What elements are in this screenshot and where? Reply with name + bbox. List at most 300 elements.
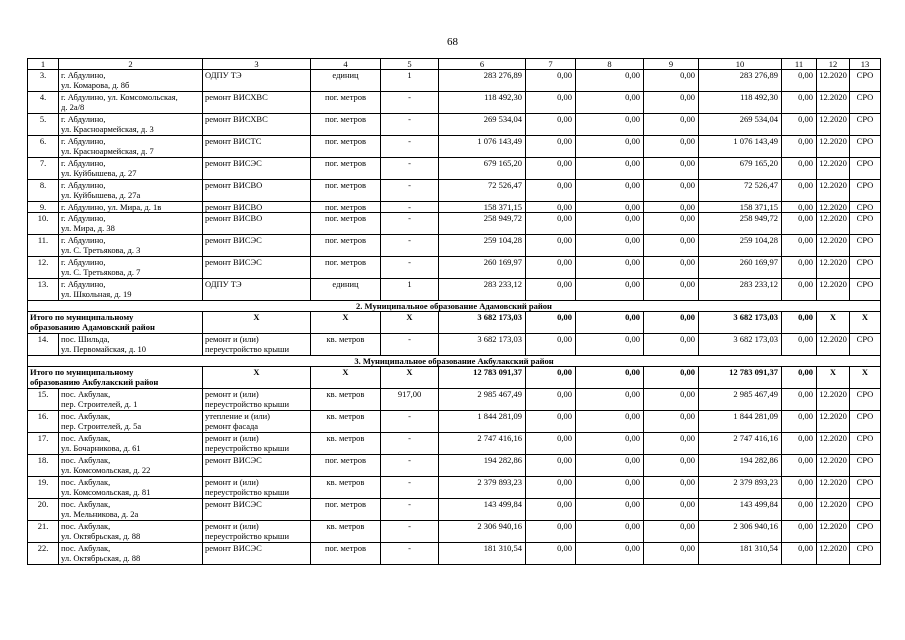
total-cost-cell: 194 282,86 (699, 455, 782, 477)
funding-source-cell: СРО (850, 499, 881, 521)
column-number-row (28, 59, 881, 70)
address-cell: пос. Акбулак, ул. Октябрьская, д. 88 (59, 521, 203, 543)
unit-cell: пог. метров (311, 114, 381, 136)
unit-cell: кв. метров (311, 411, 381, 433)
work-type-cell: ремонт и (или) переустройство крыши (203, 433, 311, 455)
cost-cell: 2 747 416,16 (439, 433, 526, 455)
table-row (28, 389, 881, 411)
value-cell: 0,00 (526, 312, 576, 334)
column-number: 11 (782, 59, 817, 70)
unit-cell: пог. метров (311, 202, 381, 213)
address-cell: пос. Шильда, ул. Первомайская, д. 10 (59, 334, 203, 356)
value-cell: 0,00 (644, 70, 699, 92)
deadline-cell: 12.2020 (817, 213, 850, 235)
value-cell: 0,00 (526, 92, 576, 114)
cost-cell: 2 306 940,16 (439, 521, 526, 543)
cost-cell: 258 949,72 (439, 213, 526, 235)
value-cell: 0,00 (644, 334, 699, 356)
x-cell: X (850, 367, 881, 389)
total-cost-cell: 259 104,28 (699, 235, 782, 257)
value-cell: 0,00 (576, 543, 644, 565)
value-cell: 0,00 (526, 136, 576, 158)
x-cell: X (817, 367, 850, 389)
value-cell: 0,00 (526, 70, 576, 92)
value-cell: 0,00 (782, 543, 817, 565)
address-cell: г. Абдулино, ул. С. Третьякова, д. 7 (59, 257, 203, 279)
work-type-cell: утепление и (или) ремонт фасада (203, 411, 311, 433)
value-cell: 0,00 (782, 455, 817, 477)
row-number-cell: 13. (28, 279, 59, 301)
value-cell: 0,00 (526, 334, 576, 356)
unit-cell: пог. метров (311, 257, 381, 279)
x-cell: X (381, 312, 439, 334)
table-row (28, 158, 881, 180)
quantity-cell: - (381, 411, 439, 433)
deadline-cell: 12.2020 (817, 235, 850, 257)
total-cost-cell: 283 276,89 (699, 70, 782, 92)
total-cost-cell: 72 526,47 (699, 180, 782, 202)
quantity-cell: - (381, 543, 439, 565)
x-cell: X (850, 312, 881, 334)
value-cell: 0,00 (576, 158, 644, 180)
total-cost-cell: 283 233,12 (699, 279, 782, 301)
value-cell: 0,00 (576, 136, 644, 158)
cost-cell: 118 492,30 (439, 92, 526, 114)
unit-cell: кв. метров (311, 334, 381, 356)
row-number-cell: 17. (28, 433, 59, 455)
column-number: 5 (381, 59, 439, 70)
total-label-cell: Итого по муниципальному образованию Адамовский район (28, 312, 203, 334)
value-cell: 0,00 (526, 367, 576, 389)
unit-cell: пог. метров (311, 543, 381, 565)
quantity-cell: - (381, 136, 439, 158)
work-type-cell: ремонт ВИСВО (203, 202, 311, 213)
total-cost-cell: 269 534,04 (699, 114, 782, 136)
row-number-cell: 15. (28, 389, 59, 411)
funding-source-cell: СРО (850, 257, 881, 279)
value-cell: 0,00 (644, 389, 699, 411)
quantity-cell: 1 (381, 279, 439, 301)
work-type-cell: ремонт ВИСВО (203, 213, 311, 235)
table-row (28, 521, 881, 543)
value-cell: 0,00 (782, 367, 817, 389)
unit-cell: единиц (311, 279, 381, 301)
deadline-cell: 12.2020 (817, 158, 850, 180)
deadline-cell: 12.2020 (817, 279, 850, 301)
work-type-cell: ремонт ВИСЭС (203, 158, 311, 180)
work-type-cell: ремонт ВИСЭС (203, 455, 311, 477)
cost-cell: 181 310,54 (439, 543, 526, 565)
value-cell: 0,00 (782, 312, 817, 334)
deadline-cell: 12.2020 (817, 70, 850, 92)
page-number: 68 (447, 36, 458, 48)
cost-cell: 679 165,20 (439, 158, 526, 180)
cost-cell: 3 682 173,03 (439, 334, 526, 356)
work-type-cell: ремонт и (или) переустройство крыши (203, 521, 311, 543)
value-cell: 0,00 (576, 312, 644, 334)
total-cost-cell: 2 379 893,23 (699, 477, 782, 499)
work-type-cell: ремонт ВИСЭС (203, 235, 311, 257)
funding-source-cell: СРО (850, 389, 881, 411)
table-row (28, 411, 881, 433)
value-cell: 0,00 (576, 521, 644, 543)
unit-cell: пог. метров (311, 455, 381, 477)
funding-source-cell: СРО (850, 92, 881, 114)
funding-source-cell: СРО (850, 158, 881, 180)
cost-cell: 12 783 091,37 (439, 367, 526, 389)
cost-cell: 1 076 143,49 (439, 136, 526, 158)
value-cell: 0,00 (526, 477, 576, 499)
value-cell: 0,00 (782, 136, 817, 158)
value-cell: 0,00 (576, 235, 644, 257)
value-cell: 0,00 (526, 235, 576, 257)
funding-source-cell: СРО (850, 334, 881, 356)
total-cost-cell: 2 985 467,49 (699, 389, 782, 411)
unit-cell: пог. метров (311, 235, 381, 257)
quantity-cell: 1 (381, 70, 439, 92)
address-cell: г. Абдулино, ул. Куйбышева, д. 27а (59, 180, 203, 202)
funding-source-cell: СРО (850, 114, 881, 136)
table-row (28, 433, 881, 455)
total-row (28, 312, 881, 334)
value-cell: 0,00 (576, 389, 644, 411)
work-type-cell: ремонт ВИСХВС (203, 92, 311, 114)
table-row (28, 499, 881, 521)
deadline-cell: 12.2020 (817, 92, 850, 114)
funding-source-cell: СРО (850, 433, 881, 455)
row-number-cell: 16. (28, 411, 59, 433)
row-number-cell: 8. (28, 180, 59, 202)
quantity-cell: - (381, 521, 439, 543)
value-cell: 0,00 (644, 312, 699, 334)
unit-cell: пог. метров (311, 158, 381, 180)
value-cell: 0,00 (782, 279, 817, 301)
value-cell: 0,00 (576, 367, 644, 389)
work-type-cell: ремонт ВИСХВС (203, 114, 311, 136)
funding-source-cell: СРО (850, 213, 881, 235)
table-row (28, 235, 881, 257)
value-cell: 0,00 (576, 70, 644, 92)
value-cell: 0,00 (576, 433, 644, 455)
table-row (28, 136, 881, 158)
row-number-cell: 5. (28, 114, 59, 136)
column-number: 6 (439, 59, 526, 70)
row-number-cell: 14. (28, 334, 59, 356)
deadline-cell: 12.2020 (817, 334, 850, 356)
cost-cell: 283 276,89 (439, 70, 526, 92)
unit-cell: кв. метров (311, 477, 381, 499)
address-cell: г. Абдулино, ул. Мира, д. 1в (59, 202, 203, 213)
work-plan-table (27, 58, 881, 565)
deadline-cell: 12.2020 (817, 433, 850, 455)
value-cell: 0,00 (526, 433, 576, 455)
value-cell: 0,00 (782, 158, 817, 180)
table-row (28, 92, 881, 114)
address-cell: пос. Акбулак, пер. Строителей, д. 1 (59, 389, 203, 411)
value-cell: 0,00 (576, 92, 644, 114)
value-cell: 0,00 (644, 235, 699, 257)
value-cell: 0,00 (644, 202, 699, 213)
funding-source-cell: СРО (850, 411, 881, 433)
total-cost-cell: 143 499,84 (699, 499, 782, 521)
address-cell: пос. Акбулак, ул. Комсомольская, д. 81 (59, 477, 203, 499)
funding-source-cell: СРО (850, 543, 881, 565)
funding-source-cell: СРО (850, 180, 881, 202)
value-cell: 0,00 (526, 521, 576, 543)
column-number: 4 (311, 59, 381, 70)
unit-cell: единиц (311, 70, 381, 92)
quantity-cell: - (381, 455, 439, 477)
column-number: 10 (699, 59, 782, 70)
total-cost-cell: 1 844 281,09 (699, 411, 782, 433)
deadline-cell: 12.2020 (817, 521, 850, 543)
value-cell: 0,00 (576, 499, 644, 521)
quantity-cell: - (381, 213, 439, 235)
table-row (28, 455, 881, 477)
column-number: 7 (526, 59, 576, 70)
quantity-cell: - (381, 235, 439, 257)
value-cell: 0,00 (782, 521, 817, 543)
cost-cell: 283 233,12 (439, 279, 526, 301)
value-cell: 0,00 (526, 389, 576, 411)
work-type-cell: ремонт ВИСВО (203, 180, 311, 202)
x-cell: X (203, 367, 311, 389)
unit-cell: пог. метров (311, 213, 381, 235)
value-cell: 0,00 (782, 477, 817, 499)
quantity-cell: - (381, 180, 439, 202)
deadline-cell: 12.2020 (817, 499, 850, 521)
work-type-cell: ремонт ВИСЭС (203, 543, 311, 565)
value-cell: 0,00 (782, 92, 817, 114)
value-cell: 0,00 (576, 114, 644, 136)
value-cell: 0,00 (644, 279, 699, 301)
table-row (28, 202, 881, 213)
total-cost-cell: 181 310,54 (699, 543, 782, 565)
work-type-cell: ремонт и (или) переустройство крыши (203, 477, 311, 499)
deadline-cell: 12.2020 (817, 455, 850, 477)
value-cell: 0,00 (576, 257, 644, 279)
value-cell: 0,00 (782, 70, 817, 92)
quantity-cell: - (381, 158, 439, 180)
value-cell: 0,00 (644, 180, 699, 202)
table-row (28, 114, 881, 136)
table-row (28, 279, 881, 301)
quantity-cell: - (381, 202, 439, 213)
quantity-cell: - (381, 499, 439, 521)
cost-cell: 194 282,86 (439, 455, 526, 477)
value-cell: 0,00 (526, 499, 576, 521)
address-cell: пос. Акбулак, ул. Бочарникова, д. 61 (59, 433, 203, 455)
row-number-cell: 10. (28, 213, 59, 235)
section-heading-row (28, 356, 881, 367)
value-cell: 0,00 (782, 499, 817, 521)
funding-source-cell: СРО (850, 202, 881, 213)
value-cell: 0,00 (782, 213, 817, 235)
row-number-cell: 21. (28, 521, 59, 543)
unit-cell: пог. метров (311, 499, 381, 521)
row-number-cell: 19. (28, 477, 59, 499)
work-type-cell: ремонт ВИСЭС (203, 499, 311, 521)
x-cell: X (381, 367, 439, 389)
total-cost-cell: 2 306 940,16 (699, 521, 782, 543)
funding-source-cell: СРО (850, 70, 881, 92)
funding-source-cell: СРО (850, 477, 881, 499)
table-row (28, 180, 881, 202)
value-cell: 0,00 (644, 455, 699, 477)
cost-cell: 3 682 173,03 (439, 312, 526, 334)
row-number-cell: 12. (28, 257, 59, 279)
table-row (28, 543, 881, 565)
value-cell: 0,00 (576, 202, 644, 213)
value-cell: 0,00 (644, 114, 699, 136)
value-cell: 0,00 (644, 543, 699, 565)
row-number-cell: 3. (28, 70, 59, 92)
total-cost-cell: 3 682 173,03 (699, 334, 782, 356)
x-cell: X (311, 367, 381, 389)
address-cell: пос. Акбулак, ул. Мельникова, д. 2а (59, 499, 203, 521)
address-cell: г. Абдулино, ул. Комсомольская, д. 2а/8 (59, 92, 203, 114)
funding-source-cell: СРО (850, 521, 881, 543)
total-cost-cell: 260 169,97 (699, 257, 782, 279)
column-number: 13 (850, 59, 881, 70)
work-type-cell: ремонт и (или) переустройство крыши (203, 389, 311, 411)
value-cell: 0,00 (782, 389, 817, 411)
work-type-cell: ОДПУ ТЭ (203, 279, 311, 301)
address-cell: г. Абдулино, ул. Мира, д. 38 (59, 213, 203, 235)
quantity-cell: - (381, 433, 439, 455)
funding-source-cell: СРО (850, 235, 881, 257)
value-cell: 0,00 (526, 114, 576, 136)
value-cell: 0,00 (526, 202, 576, 213)
table-row (28, 70, 881, 92)
total-cost-cell: 12 783 091,37 (699, 367, 782, 389)
address-cell: г. Абдулино, ул. Красноармейская, д. 7 (59, 136, 203, 158)
work-type-cell: ремонт ВИСЭС (203, 257, 311, 279)
value-cell: 0,00 (526, 158, 576, 180)
work-type-cell: ремонт ВИСТС (203, 136, 311, 158)
value-cell: 0,00 (576, 455, 644, 477)
cost-cell: 2 379 893,23 (439, 477, 526, 499)
quantity-cell: 917,00 (381, 389, 439, 411)
total-row (28, 367, 881, 389)
section-heading-row (28, 301, 881, 312)
value-cell: 0,00 (526, 411, 576, 433)
value-cell: 0,00 (782, 411, 817, 433)
address-cell: г. Абдулино, ул. Школьная, д. 19 (59, 279, 203, 301)
value-cell: 0,00 (576, 411, 644, 433)
total-cost-cell: 3 682 173,03 (699, 312, 782, 334)
quantity-cell: - (381, 257, 439, 279)
column-number: 1 (28, 59, 59, 70)
address-cell: г. Абдулино, ул. Куйбышева, д. 27 (59, 158, 203, 180)
address-cell: г. Абдулино, ул. Красноармейская, д. 3 (59, 114, 203, 136)
deadline-cell: 12.2020 (817, 477, 850, 499)
value-cell: 0,00 (644, 158, 699, 180)
funding-source-cell: СРО (850, 455, 881, 477)
cost-cell: 260 169,97 (439, 257, 526, 279)
total-cost-cell: 258 949,72 (699, 213, 782, 235)
column-number: 2 (59, 59, 203, 70)
deadline-cell: 12.2020 (817, 114, 850, 136)
value-cell: 0,00 (576, 477, 644, 499)
quantity-cell: - (381, 334, 439, 356)
value-cell: 0,00 (644, 213, 699, 235)
table-row (28, 477, 881, 499)
address-cell: г. Абдулино, ул. С. Третьякова, д. 3 (59, 235, 203, 257)
quantity-cell: - (381, 92, 439, 114)
x-cell: X (203, 312, 311, 334)
value-cell: 0,00 (576, 180, 644, 202)
row-number-cell: 9. (28, 202, 59, 213)
unit-cell: пог. метров (311, 92, 381, 114)
cost-cell: 1 844 281,09 (439, 411, 526, 433)
section-title: 2. Муниципальное образование Адамовский район (28, 301, 881, 312)
quantity-cell: - (381, 114, 439, 136)
total-cost-cell: 118 492,30 (699, 92, 782, 114)
row-number-cell: 6. (28, 136, 59, 158)
address-cell: пос. Акбулак, ул. Комсомольская, д. 22 (59, 455, 203, 477)
cost-cell: 72 526,47 (439, 180, 526, 202)
value-cell: 0,00 (526, 180, 576, 202)
value-cell: 0,00 (782, 235, 817, 257)
total-cost-cell: 1 076 143,49 (699, 136, 782, 158)
value-cell: 0,00 (782, 334, 817, 356)
value-cell: 0,00 (526, 279, 576, 301)
x-cell: X (817, 312, 850, 334)
cost-cell: 269 534,04 (439, 114, 526, 136)
value-cell: 0,00 (644, 477, 699, 499)
value-cell: 0,00 (644, 257, 699, 279)
total-label-cell: Итого по муниципальному образованию Акбулакский район (28, 367, 203, 389)
value-cell: 0,00 (782, 202, 817, 213)
value-cell: 0,00 (644, 136, 699, 158)
unit-cell: кв. метров (311, 389, 381, 411)
value-cell: 0,00 (526, 543, 576, 565)
total-cost-cell: 2 747 416,16 (699, 433, 782, 455)
table-row (28, 213, 881, 235)
value-cell: 0,00 (644, 433, 699, 455)
column-number: 9 (644, 59, 699, 70)
section-title: 3. Муниципальное образование Акбулакский район (28, 356, 881, 367)
total-cost-cell: 158 371,15 (699, 202, 782, 213)
address-cell: г. Абдулино, ул. Комарова, д. 8б (59, 70, 203, 92)
work-type-cell: ремонт и (или) переустройство крыши (203, 334, 311, 356)
quantity-cell: - (381, 477, 439, 499)
total-cost-cell: 679 165,20 (699, 158, 782, 180)
unit-cell: кв. метров (311, 521, 381, 543)
address-cell: пос. Акбулак, ул. Октябрьская, д. 88 (59, 543, 203, 565)
value-cell: 0,00 (526, 455, 576, 477)
value-cell: 0,00 (644, 521, 699, 543)
value-cell: 0,00 (526, 257, 576, 279)
deadline-cell: 12.2020 (817, 389, 850, 411)
value-cell: 0,00 (576, 213, 644, 235)
work-type-cell: ОДПУ ТЭ (203, 70, 311, 92)
cost-cell: 2 985 467,49 (439, 389, 526, 411)
value-cell: 0,00 (644, 92, 699, 114)
deadline-cell: 12.2020 (817, 202, 850, 213)
column-number: 8 (576, 59, 644, 70)
row-number-cell: 7. (28, 158, 59, 180)
row-number-cell: 11. (28, 235, 59, 257)
row-number-cell: 22. (28, 543, 59, 565)
cost-cell: 259 104,28 (439, 235, 526, 257)
table-row (28, 257, 881, 279)
funding-source-cell: СРО (850, 136, 881, 158)
column-number: 3 (203, 59, 311, 70)
unit-cell: пог. метров (311, 180, 381, 202)
row-number-cell: 20. (28, 499, 59, 521)
